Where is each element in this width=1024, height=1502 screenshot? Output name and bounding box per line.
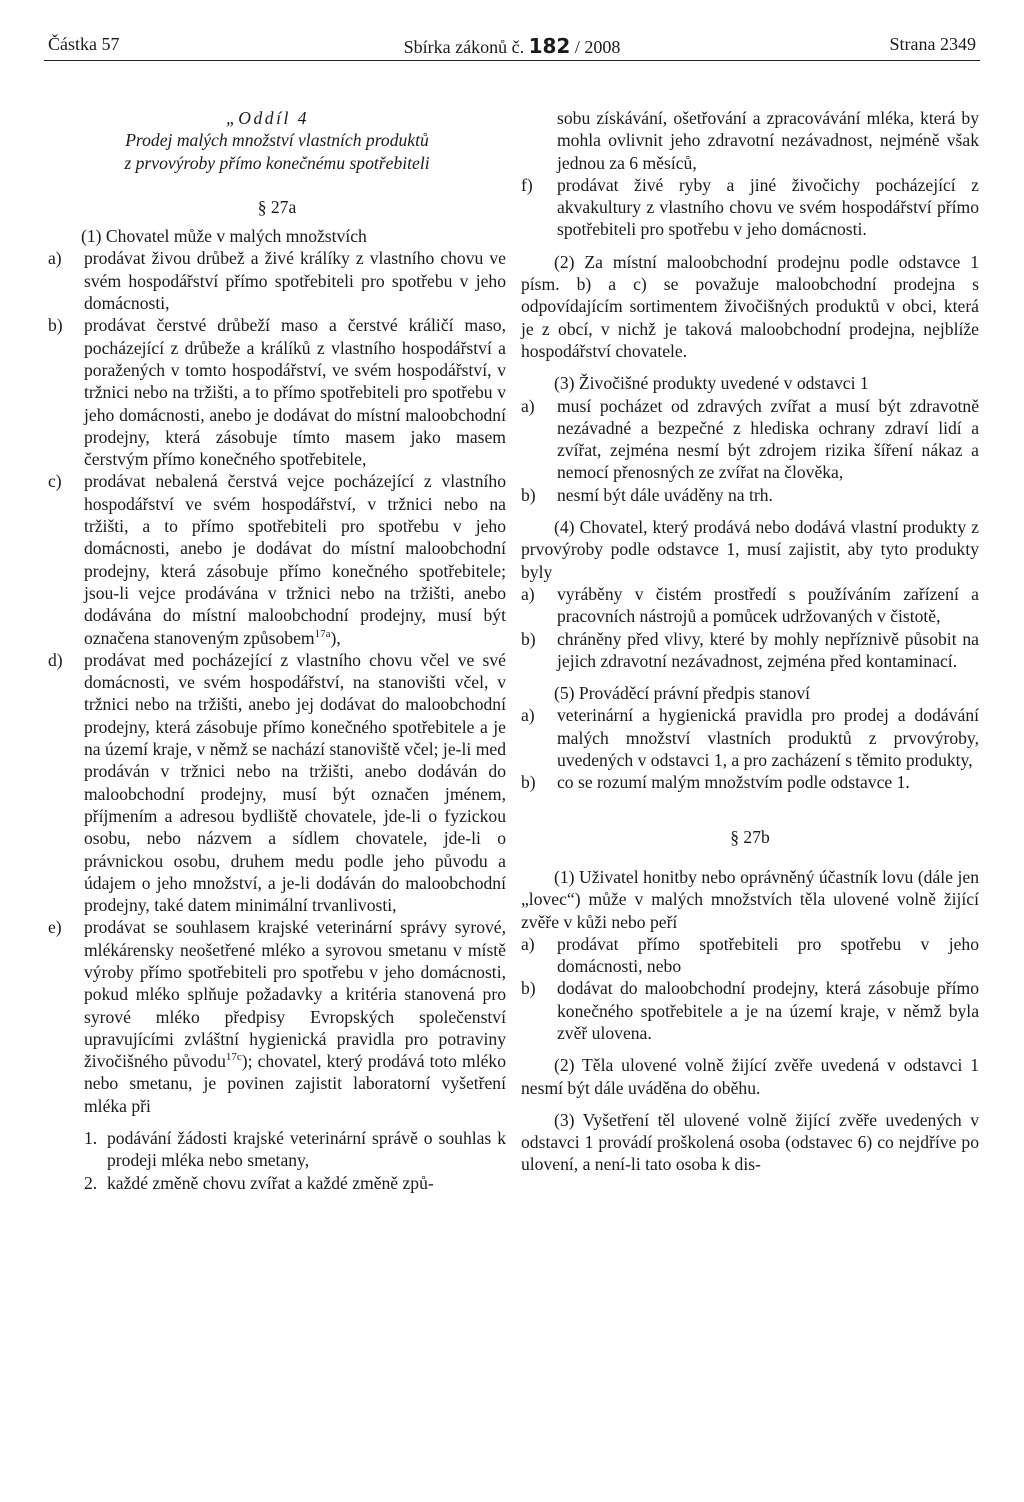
list-item-b	[48, 314, 506, 470]
list-label: a)	[521, 933, 535, 954]
list-item-3a	[521, 395, 979, 484]
list-text-paragraph	[84, 916, 506, 1117]
continued-item	[521, 107, 979, 174]
list-text: vyráběny v čistém prostředí s používáním zařízení a pracovních nástrojů a pomůcek udržovaných v čistotě,	[557, 583, 979, 627]
list-text-end: ),	[330, 627, 341, 648]
paragraph-4-intro: (4) Chovatel, který prodává nebo dodává vlastní produkty z prvovýroby podle odstavce 1, musí zajistit, aby tyto produkty byly	[521, 517, 979, 582]
list-text: sobu získávání, ošetřování a zpracovávání mléka, která by mohla ovlivnit jeho zdravotní nezávadnost, nejméně však jednou za 6 měsíců,	[557, 108, 979, 173]
paragraph-1-intro: (1) Chovatel může v malých množstvích	[81, 226, 367, 247]
paragraph-27b-3: (3) Vyšetření těl ulovené volně žijící zvěře uvedených v odstavci 1 provádí proškolená osoba (odstavec 6) co nejdříve po ulovení, a není-li tato osoba k dis-	[521, 1109, 979, 1175]
list-label: a)	[521, 583, 535, 604]
list-label: b)	[521, 772, 536, 793]
list-label: e)	[48, 917, 62, 938]
collection-year: / 2008	[570, 37, 621, 57]
right-column	[521, 107, 979, 1176]
sub-item-2	[84, 1172, 506, 1194]
list-text-body: prodávat se souhlasem krajské veterinární správy syrové, mlékárensky neošetřené mléko a syrovou smetanu v místě výroby přímo spotřebiteli pro spotřebu v jeho domácnosti, pokud mléko splňuje požadavky a kritéria stanovená pro syrové mléko předpisy Evropských společenství upravujícími zvláštní hygienická pravidla pro potraviny živočišného původu	[84, 917, 506, 1072]
list-item-4b	[521, 628, 979, 673]
list-text: prodávat přímo spotřebiteli pro spotřebu v jeho domácnosti, nebo	[557, 933, 979, 977]
list-label: a)	[521, 705, 535, 726]
list-text: co se rozumí malým množstvím podle odstavce 1.	[557, 772, 910, 793]
section-label: „Oddíl 4	[226, 108, 310, 128]
list-text: chráněny před vlivy, které by mohly nepříznivě působit na jejich zdravotní nezávadnost, zejména před kontaminací.	[557, 628, 979, 671]
sub-text: podávání žádosti krajské veterinární správě o souhlas k prodeji mléka nebo smetany,	[107, 1128, 506, 1171]
footnote-ref-17c: 17c	[225, 1051, 242, 1064]
page-number: Strana 2349	[889, 34, 976, 54]
list-item-d	[48, 649, 506, 917]
list-text-end: ); chovatel, který prodává toto mléko nebo smetanu, je povinen zajistit laboratorní vyšetření mléka při	[84, 1051, 506, 1116]
list-text: musí pocházet od zdravých zvířat a musí být zdravotně nezávadné a bezpečné z hlediska ochrany zdraví lidí a zvířat, zejména nesmí být zdrojem rizika šíření nákaz a nemocí přenosných ze zvířat na člověka,	[557, 395, 979, 483]
list-label: c)	[48, 471, 62, 492]
list-item-3b	[521, 484, 979, 506]
collection-title-prefix: Sbírka zákonů č.	[403, 37, 529, 57]
footnote-ref-17a: 17a	[314, 627, 331, 640]
list-item-5a	[521, 704, 979, 771]
issue-part: Částka 57	[48, 34, 120, 54]
paragraph-3-intro: (3) Živočišné produkty uvedené v odstavci 1	[554, 373, 869, 394]
section-title-line-2: z prvovýroby přímo konečnému spotřebiteli	[124, 152, 430, 173]
list-text	[84, 470, 506, 648]
list-item-27b-a	[521, 933, 979, 978]
list-label: b)	[521, 484, 536, 505]
list-text: prodávat živé ryby a jiné živočichy pocházející z akvakultury z vlastního chovu ve svém hospodářství přímo spotřebiteli pro spotřebu v jeho domácnosti.	[557, 174, 979, 240]
list-label: f)	[521, 174, 533, 195]
list-item-c	[48, 470, 506, 648]
sub-label: 2.	[84, 1172, 98, 1193]
collection-title	[44, 34, 980, 58]
paragraph-27b-1-intro: (1) Uživatel honitby nebo oprávněný účastník lovu (dále jen „lovec“) může v malých množstvích těla ulovené volně žijící zvěře v kůži nebo peří	[521, 866, 979, 932]
paragraph-2: (2) Za místní maloobchodní prodejnu podle odstavce 1 písm. b) a c) se považuje maloobchodní prodejna s odpovídajícím sortimentem živočišných produktů v obci, která je z obcí, v nichž je taková maloobchodní prodejna, nejblíže hospodářství chovatele.	[521, 251, 979, 361]
list-item-4a	[521, 583, 979, 628]
list-item-a	[48, 247, 506, 314]
list-text: prodávat živou drůbež a živé králíky z vlastního chovu ve svém hospodářství přímo spotřebiteli pro spotřebu v jeho domácnosti,	[84, 248, 506, 314]
list-item-5b	[521, 771, 979, 793]
list-label: d)	[48, 649, 63, 670]
list-text: dodávat do maloobchodní prodejny, která zásobuje přímo konečného spotřebitele a je na území kraje, v němž byla zvěř ulovena.	[557, 978, 979, 1043]
sub-label: 1.	[84, 1128, 98, 1149]
list-text: veterinární a hygienická pravidla pro prodej a dodávání malých množství vlastních produktů z prvovýroby, uvedených v odstavci 1, a pro zacházení s těmito produkty,	[557, 705, 979, 771]
list-text	[84, 916, 506, 1194]
list-text: nesmí být dále uváděny na trh.	[557, 484, 773, 505]
paragraph-27b-heading: § 27b	[730, 826, 770, 847]
law-number: 182	[528, 34, 571, 58]
list-item-f	[521, 174, 979, 241]
paragraph-27b-2: (2) Těla ulovené volně žijící zvěře uvedená v odstavci 1 nesmí být dále uváděna do oběhu.	[521, 1055, 979, 1098]
list-label: a)	[48, 248, 62, 269]
sub-item-1	[84, 1127, 506, 1172]
list-text-body: prodávat nebalená čerstvá vejce pocházející z vlastního hospodářství ve svém hospodářství, v tržnici nebo na tržišti, a to přímo spotřebiteli pro spotřebu v jeho domácnosti, anebo je dodávat do místní maloobchodní prodejny, která zásobuje přímo konečného spotřebitele; jsou-li vejce prodávána v tržnici nebo na tržišti, anebo dodávána do místní maloobchodní prodejny, musí být označena stanoveným způsobem	[84, 471, 506, 648]
list-text: prodávat med pocházející z vlastního chovu včel ve své domácnosti, ve svém hospodářství, na stanovišti včel, v tržnici nebo na tržišti, anebo jej dodávat do maloobchodní prodejny, která zásobuje přímo konečného spotřebitele a je na území kraje, v němž se nachází stanoviště včel; je-li med prodáván v tržnici nebo na tržišti, anebo dodáván do maloobchodní prodejny, musí být označen jménem, příjmením a adresou bydliště chovatele, jde-li o fyzickou osobu, nebo názvem a sídlem chovatele, jde-li o právnickou osobu, druhem medu podle jeho původu a údajem o jeho množství, a je-li dodáván do maloobchodní prodejny, také datem minimální trvanlivosti,	[84, 649, 506, 916]
list-item-e	[48, 916, 506, 1194]
paragraph-5-intro: (5) Prováděcí právní předpis stanoví	[554, 683, 811, 704]
list-label: b)	[48, 315, 63, 336]
list-text: prodávat čerstvé drůbeží maso a čerstvé králičí maso, pocházející z drůbeže a králíků z vlastního hospodářství a poražených v tomto hospodářství, ve svém hospodářství, v tržnici nebo na tržišti, a to přímo spotřebiteli pro spotřebu v jeho domácnosti, anebo je dodávat do místní maloobchodní prodejny, která zásobuje tímto masem jako masem čerstvým přímo konečného spotřebitele,	[84, 315, 506, 470]
paragraph-27a-heading: § 27a	[257, 196, 297, 217]
list-label: a)	[521, 395, 535, 416]
page-header	[44, 30, 980, 61]
sub-text: každé změně chovu zvířat a každé změně způ-	[107, 1172, 434, 1193]
list-item-27b-b	[521, 977, 979, 1044]
section-title-line-1: Prodej malých množství vlastních produktů	[125, 130, 429, 151]
left-column	[48, 107, 506, 1194]
list-label: b)	[521, 978, 536, 999]
list-label: b)	[521, 628, 536, 649]
